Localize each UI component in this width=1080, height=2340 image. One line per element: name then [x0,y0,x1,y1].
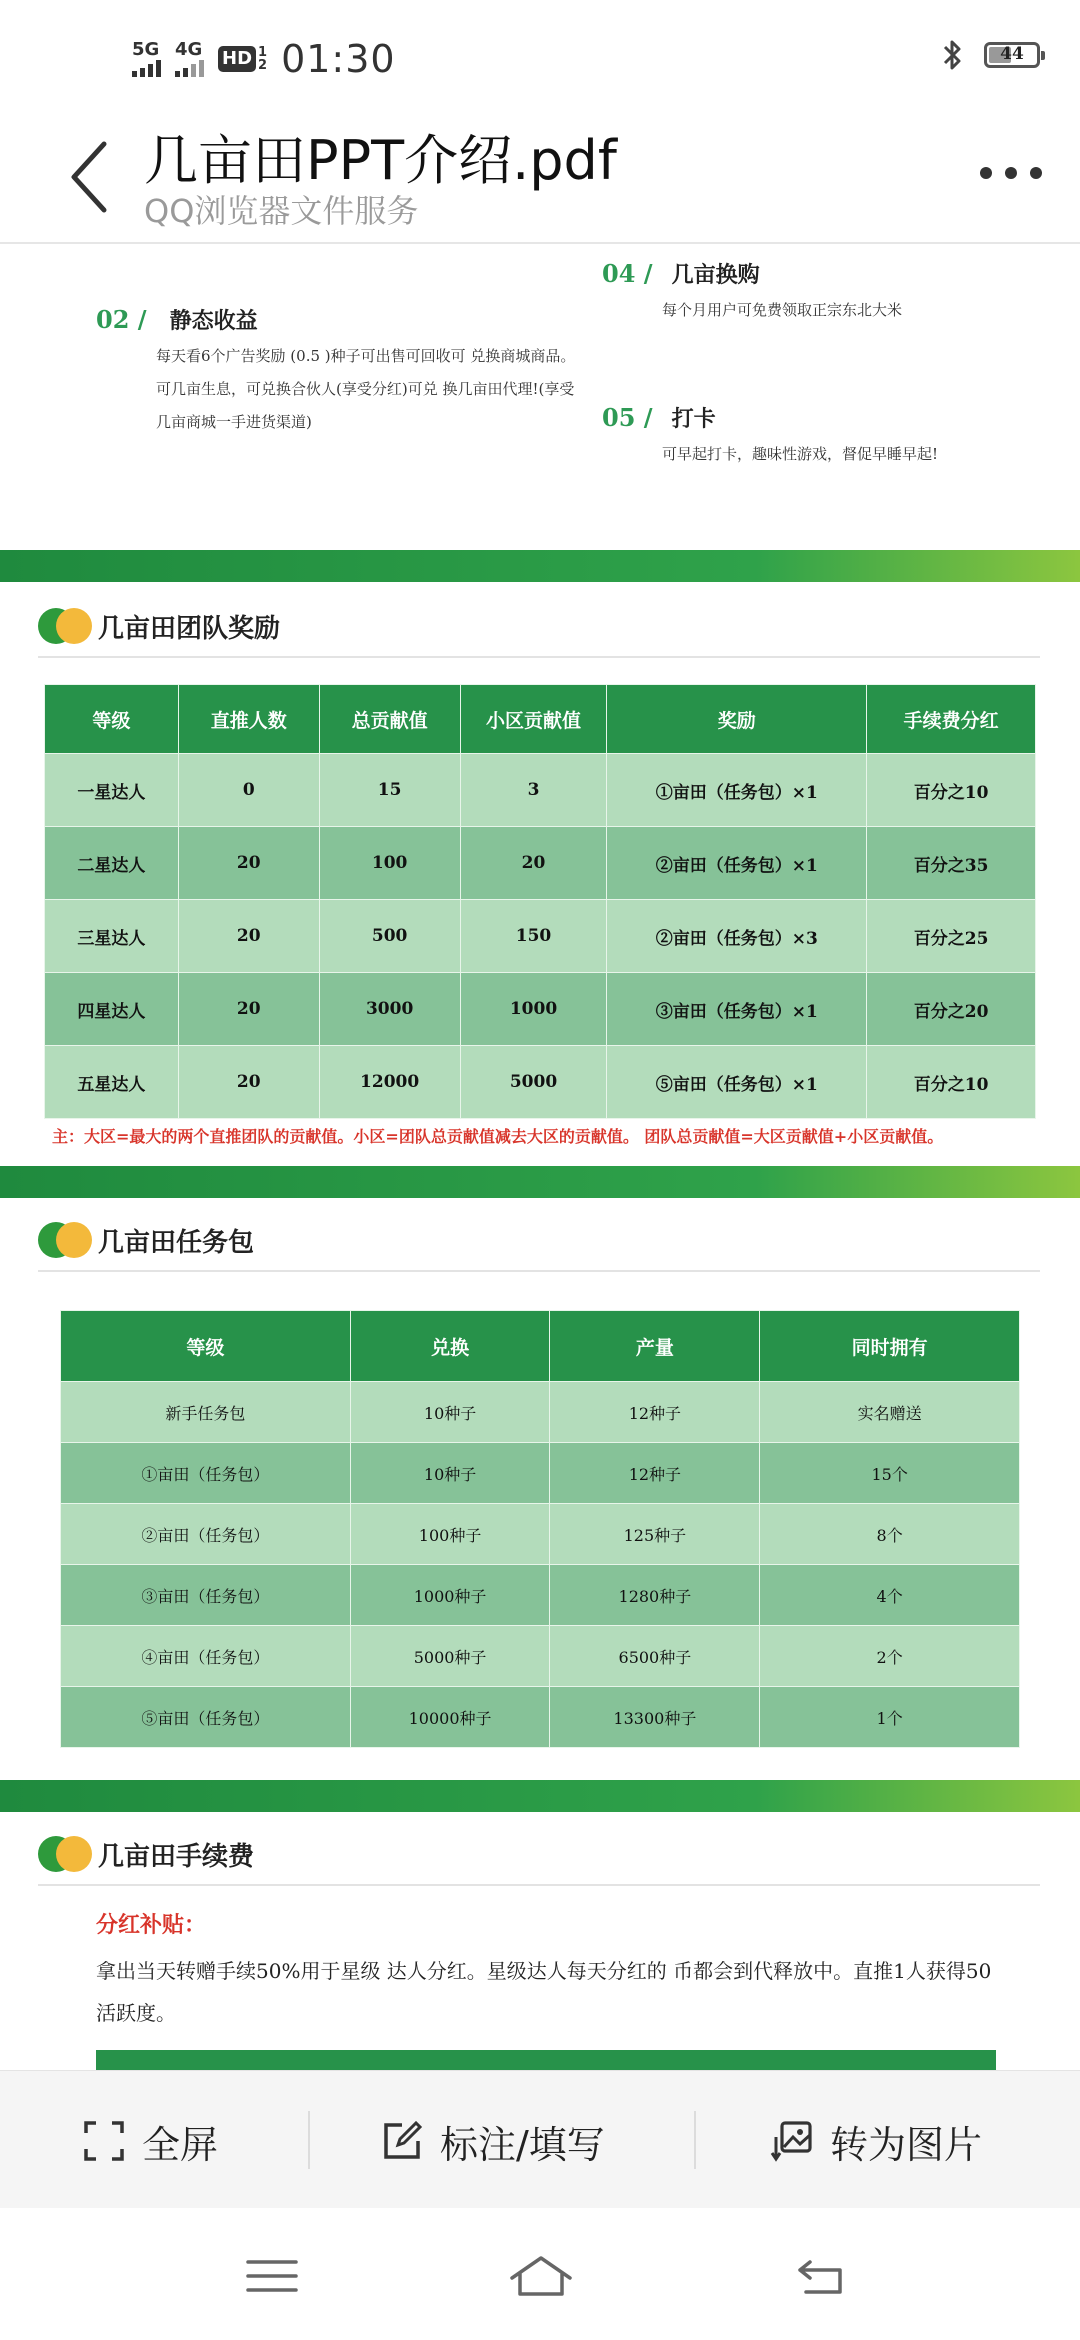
battery-icon: 44 [984,42,1040,68]
table-header-row [61,1311,1020,1382]
logo-circle-yellow [56,1222,92,1258]
signal-5g: 5G [132,41,161,77]
section-header-task-pack: 几亩田任务包 [38,1210,1040,1272]
team-reward-table [44,684,1036,1119]
hd-voice-icon: HD 1 2 [218,46,267,72]
table-row: 五星达人 20 12000 5000 ⑤亩田（任务包）×1 百分之10 [45,1046,1036,1119]
clock: 01:30 [281,37,396,81]
fullscreen-icon [82,2119,126,2163]
table-row: 新手任务包 10种子 12种子 实名赠送 [61,1382,1020,1443]
feature-05-desc: 可早起打卡，趣味性游戏，督促早睡早起! [662,445,939,463]
column-header: 总贡献值 [319,685,460,754]
file-title: 几亩田PPT介绍.pdf [144,129,617,192]
table-header-row [45,685,1036,754]
section-header-fee: 几亩田手续费 [38,1824,1040,1886]
app-header [0,110,1080,244]
task-pack-table [60,1310,1020,1748]
table-row: 三星达人 20 500 150 ②亩田（任务包）×3 百分之25 [45,900,1036,973]
convert-to-image-button[interactable]: 转为图片 [770,2115,982,2167]
status-bar [0,0,1080,110]
file-source: QQ浏览器文件服务 [144,192,419,230]
fee-subhead: 分红补贴： [96,1912,207,1938]
feature-04: 04 / 几亩换购 [602,259,760,288]
feature-02: 02 / 静态收益 [96,305,258,334]
feature-05: 05 / 打卡 [602,403,716,432]
bluetooth-icon [942,38,964,72]
column-header: 直推人数 [178,685,319,754]
pdf-viewer[interactable] [0,244,1080,2070]
fullscreen-button[interactable]: 全屏 [82,2115,218,2167]
fee-table-header-strip [96,2050,996,2070]
bottom-toolbar [0,2070,1080,2209]
table-row: ⑤亩田（任务包） 10000种子 13300种子 1个 [61,1687,1020,1748]
column-header: 等级 [45,685,179,754]
fee-paragraph: 拿出当天转赠手续50%用于星级 达人分红。星级达人每天分红的 币都会到代释放中。直推1人获得50活跃度。 [96,1959,992,2025]
column-header: 兑换 [350,1311,550,1382]
column-header: 手续费分红 [867,685,1036,754]
feature-02-desc: 每天看6个广告奖励 (0.5 )种子可出售可回收可 兑换商城商品。 可几亩生息，可兑换合伙人(享受分红)可兑 换几亩田代理!(享受 几亩商城一手进货渠道) [156,347,576,431]
table-row: 二星达人 20 100 20 ②亩田（任务包）×1 百分之35 [45,827,1036,900]
more-options-icon[interactable] [976,158,1046,188]
section-header-team-reward: 几亩田团队奖励 [38,596,1040,658]
annotate-button[interactable]: 标注/填写 [380,2115,605,2167]
edit-icon [380,2119,424,2163]
column-header: 等级 [61,1311,351,1382]
logo-circle-yellow [56,1836,92,1872]
logo-circle-yellow [56,608,92,644]
column-header: 产量 [550,1311,760,1382]
section-divider [0,550,1080,582]
feature-04-desc: 每个月用户可免费领取正宗东北大米 [662,301,903,319]
signal-bars-icon [132,59,161,77]
toolbar-separator [308,2111,310,2169]
home-icon[interactable] [506,2248,576,2304]
section-divider [0,1166,1080,1198]
back-icon[interactable] [792,2248,852,2304]
table-row: ③亩田（任务包） 1000种子 1280种子 4个 [61,1565,1020,1626]
signal-4g: 4G [175,41,204,77]
table-row: ②亩田（任务包） 100种子 125种子 8个 [61,1504,1020,1565]
column-header: 同时拥有 [760,1311,1020,1382]
column-header: 小区贡献值 [460,685,607,754]
system-nav-bar [0,2208,1080,2340]
recent-apps-icon[interactable] [242,2248,302,2304]
image-convert-icon [770,2119,814,2163]
table-row: 一星达人 0 15 3 ①亩田（任务包）×1 百分之10 [45,754,1036,827]
table-row: 四星达人 20 3000 1000 ③亩田（任务包）×1 百分之20 [45,973,1036,1046]
column-header: 奖励 [607,685,867,754]
toolbar-separator [694,2111,696,2169]
table-row: ①亩田（任务包） 10种子 12种子 15个 [61,1443,1020,1504]
team-reward-note: 主：大区=最大的两个直推团队的贡献值。小区=团队总贡献值减去大区的贡献值。 团队总贡献值=大区贡献值+小区贡献值。 [52,1127,944,1146]
signal-bars-icon [175,59,204,77]
back-arrow-icon[interactable] [64,132,114,222]
section-divider [0,1780,1080,1812]
table-row: ④亩田（任务包） 5000种子 6500种子 2个 [61,1626,1020,1687]
